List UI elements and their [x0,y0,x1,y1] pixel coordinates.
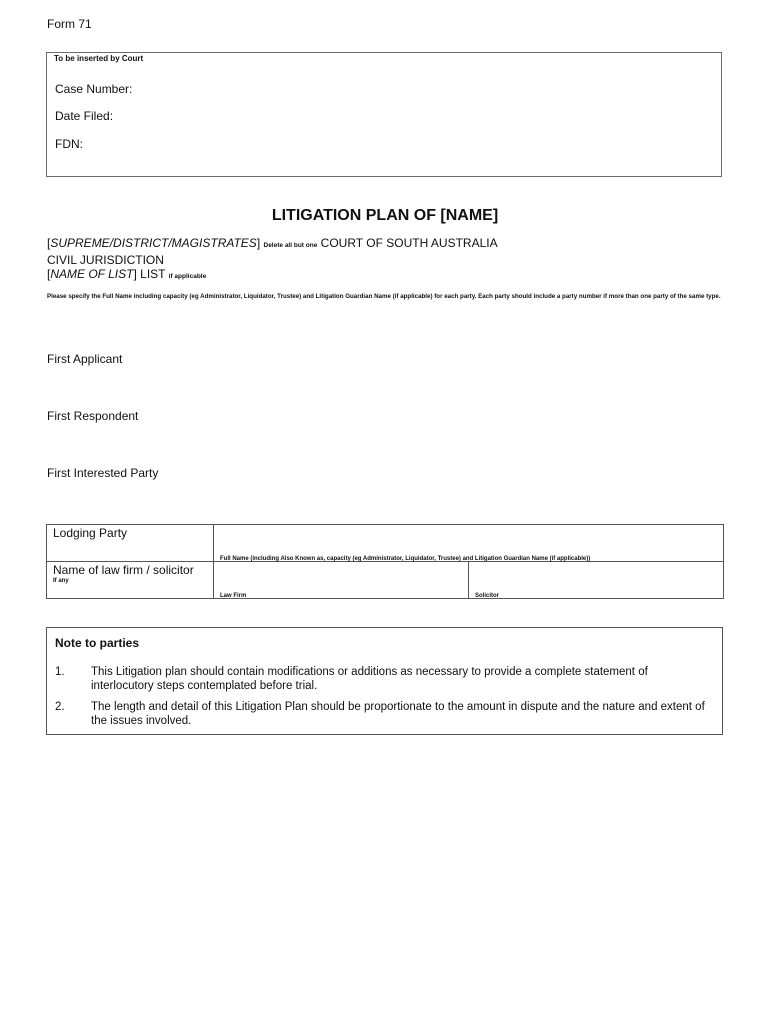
list-note: if applicable [168,273,207,280]
court-name: COURT OF SOUTH AUSTRALIA [320,236,498,250]
list-open-bracket: [ [47,267,51,281]
note-item [55,665,705,693]
case-number-field: Case Number: [55,82,133,96]
law-firm-input-cell[interactable] [214,562,469,599]
first-interested-party-label: First Interested Party [47,466,159,480]
note-item [55,700,705,728]
list-name: NAME OF LIST [50,267,134,281]
court-close-bracket: ] [256,236,261,250]
lodging-party-hint: Full Name (including Also Known as, capacity (eg Administrator, Liquidator, Trustee) and Litigation Guardian Name (if applicable)) [220,556,591,562]
note-number: 2. [55,701,65,713]
lodging-party-table [46,524,724,599]
party-instruction: Please specify the Full Name including capacity (eg Administrator, Liquidator, Trustee) and Litigation Guardian Name (if applicable) for each party. Each party should include a party number if more than one party of the same type. [47,293,721,300]
note-text: This Litigation plan should contain modifications or additions as necessary to provide a complete statement of interlocutory steps contemplated before trial. [91,666,648,692]
solicitor-input-cell[interactable] [469,562,724,599]
law-firm-label-cell [47,562,214,599]
notes-box [46,627,723,735]
delete-note: Delete all but one [263,242,318,249]
note-number: 1. [55,666,65,678]
list-word: LIST [140,267,166,281]
jurisdiction: CIVIL JURISDICTION [47,253,164,267]
court-box-heading: To be inserted by Court [54,54,144,63]
list-line [47,267,498,284]
court-heading-block [47,236,498,284]
date-filed-field: Date Filed: [55,109,114,123]
list-close-bracket: ] [133,267,137,281]
notes-title: Note to parties [55,636,140,650]
first-applicant-label: First Applicant [47,352,123,366]
lodging-party-label: Lodging Party [53,526,128,540]
court-use-box [46,52,722,177]
law-firm-hint: Law Firm [220,593,247,599]
first-respondent-label: First Respondent [47,409,139,423]
law-firm-label: Name of law firm / solicitor [53,563,194,577]
court-line [47,236,498,253]
fdn-field: FDN: [55,137,83,151]
court-open-bracket: [ [47,236,51,250]
form-number: Form 71 [47,17,92,31]
court-options: SUPREME/DISTRICT/MAGISTRATES [50,236,257,250]
document-title: LITIGATION PLAN OF [NAME] [271,207,499,224]
lodging-party-label-cell [47,525,214,562]
solicitor-hint: Solicitor [475,593,500,599]
note-text: The length and detail of this Litigation Plan should be proportionate to the amount in dispute and the nature and extent of the issues involved. [91,701,705,727]
law-firm-sub: If any [53,578,69,584]
lodging-party-input-cell[interactable] [214,525,724,562]
